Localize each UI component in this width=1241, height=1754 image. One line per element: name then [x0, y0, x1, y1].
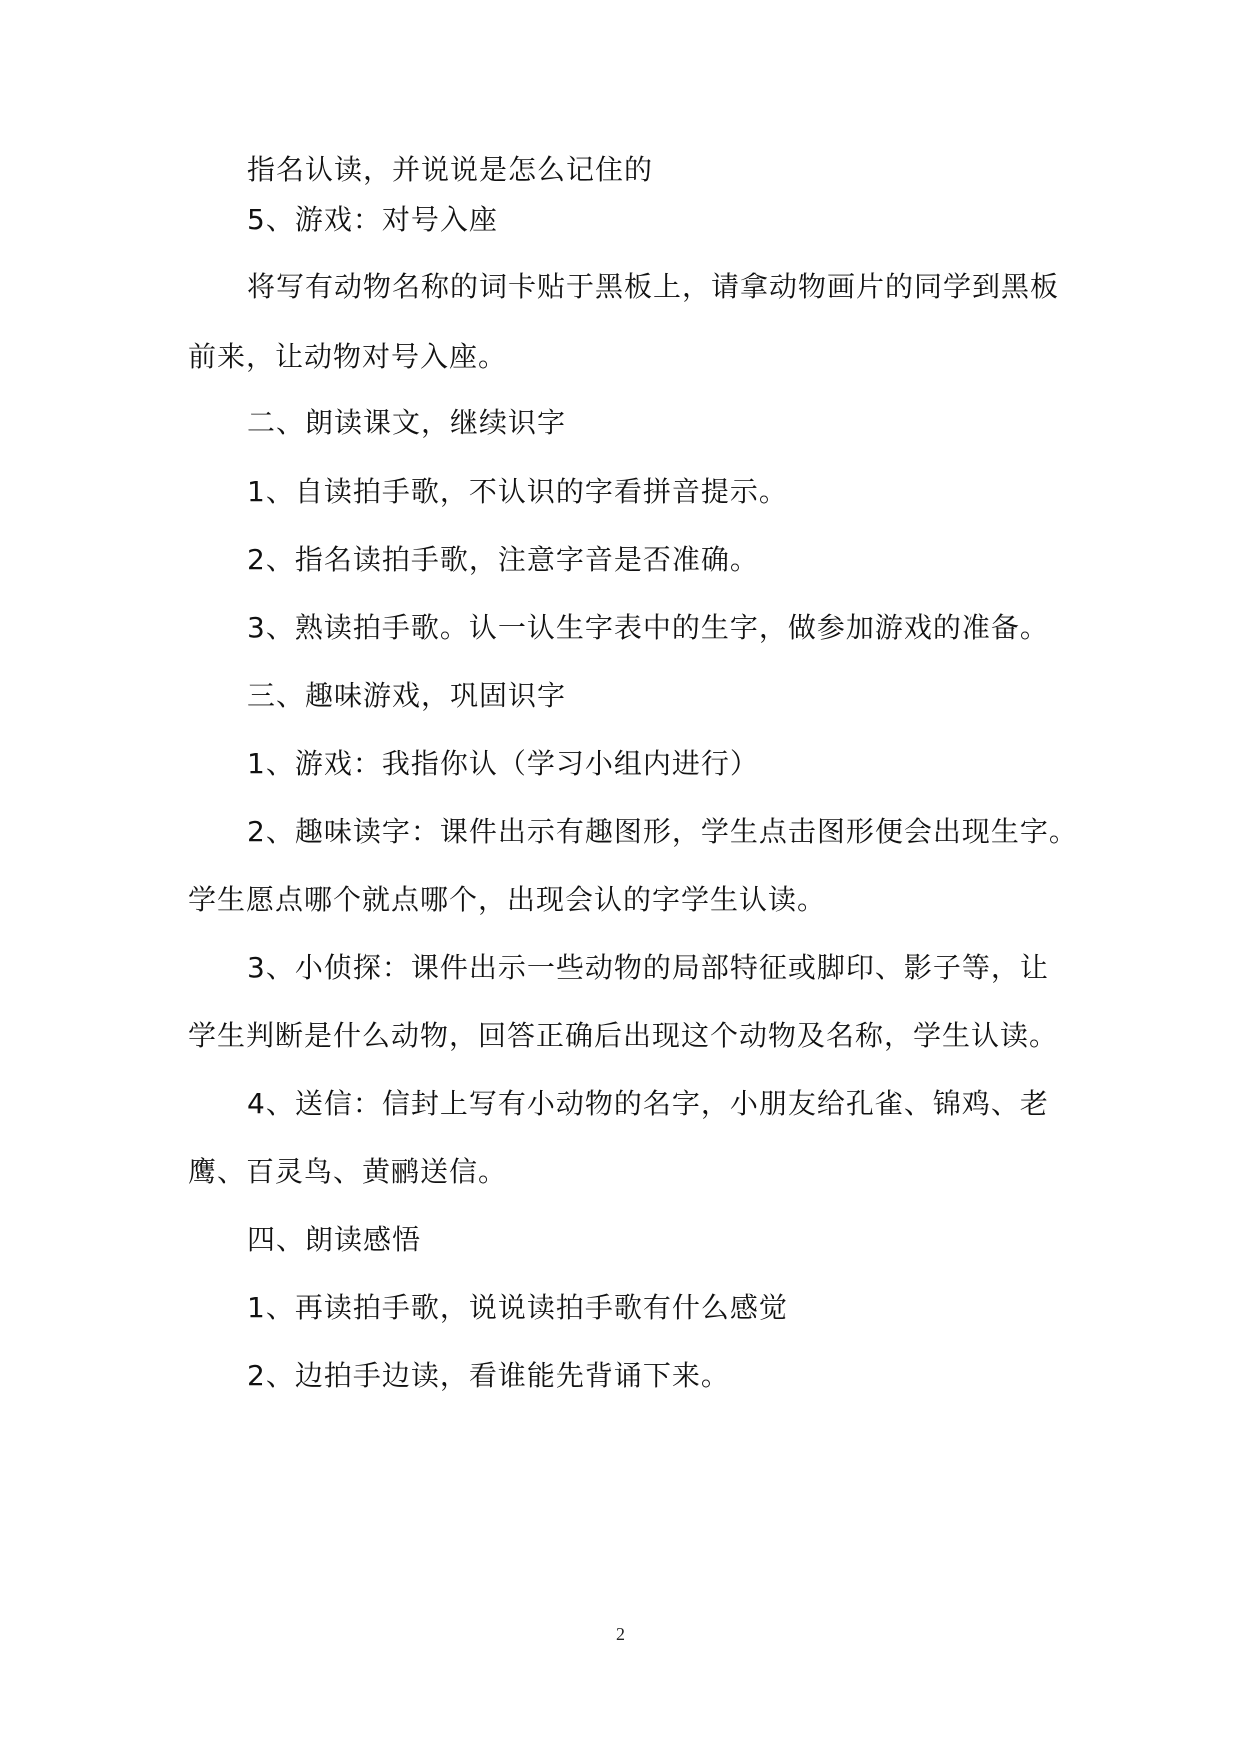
text-line: 1、游戏：我指你认（学习小组内进行） — [247, 747, 759, 780]
section-heading: 三、趣味游戏，巩固识字 — [247, 679, 567, 712]
text-line: 2、边拍手边读，看谁能先背诵下来。 — [247, 1359, 730, 1392]
page-number: 2 — [616, 1624, 625, 1644]
text-line: 将写有动物名称的词卡贴于黑板上，请拿动物画片的同学到黑板 — [247, 270, 1060, 303]
text-line: 学生愿点哪个就点哪个，出现会认的字学生认读。 — [188, 883, 827, 916]
text-line: 2、趣味读字：课件出示有趣图形，学生点击图形便会出现生字。 — [247, 815, 1078, 848]
text-line: 3、小侦探：课件出示一些动物的局部特征或脚印、影子等，让 — [247, 951, 1049, 984]
text-line: 2、指名读拍手歌，注意字音是否准确。 — [247, 543, 759, 576]
text-line: 鹰、百灵鸟、黄鹂送信。 — [188, 1155, 508, 1188]
text-line: 5、游戏：对号入座 — [247, 203, 498, 236]
text-line: 指名认读，并说说是怎么记住的 — [247, 153, 654, 186]
section-heading: 二、朗读课文，继续识字 — [247, 406, 567, 439]
text-line: 前来，让动物对号入座。 — [188, 340, 508, 373]
text-line: 学生判断是什么动物，回答正确后出现这个动物及名称，学生认读。 — [188, 1019, 1059, 1052]
text-line: 3、熟读拍手歌。认一认生字表中的生字，做参加游戏的准备。 — [247, 611, 1049, 644]
text-line: 1、自读拍手歌，不认识的字看拼音提示。 — [247, 475, 788, 508]
section-heading: 四、朗读感悟 — [247, 1223, 422, 1256]
text-line: 4、送信：信封上写有小动物的名字，小朋友给孔雀、锦鸡、老 — [247, 1087, 1049, 1120]
text-line: 1、再读拍手歌，说说读拍手歌有什么感觉 — [247, 1291, 788, 1324]
